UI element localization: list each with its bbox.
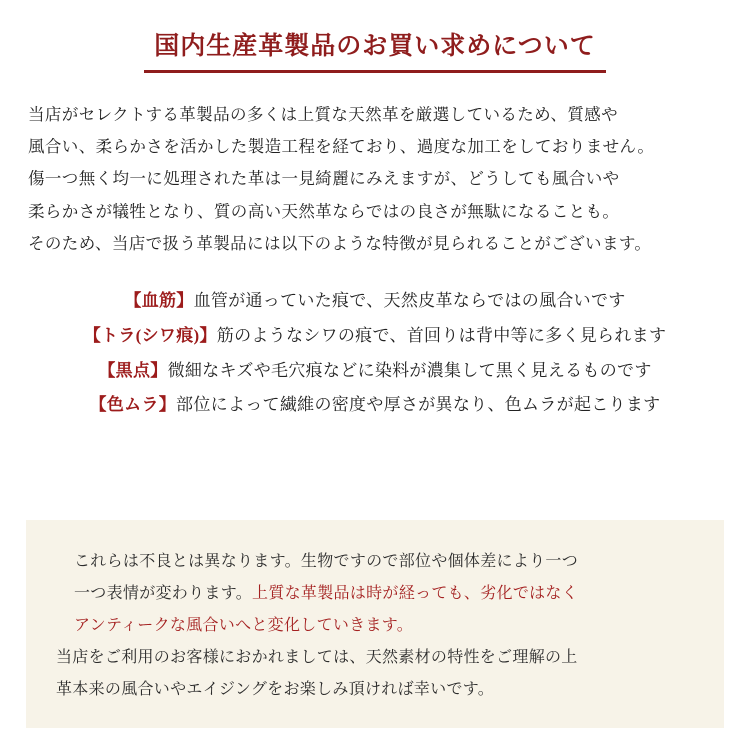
note-line-5: 革本来の風合いやエイジングをお楽しみ頂ければ幸いです。 [56, 681, 495, 698]
title-container [26, 0, 724, 73]
feature-tag: 【色ムラ】 [89, 395, 177, 415]
feature-text: 微細なキズや毛穴痕などに染料が濃集して黒く見えるものです [167, 360, 652, 380]
feature-tag: 【トラ(シワ痕)】 [83, 325, 217, 345]
note-line-1: これらは不良とは異なります。生物ですので部位や個体差により一つ [74, 553, 579, 570]
feature-list [26, 284, 724, 423]
intro-line-4: 柔らかさが犠牲となり、質の高い天然革ならではの良さが無駄になることも。 [28, 201, 620, 221]
note-line-2-highlight: 上質な革製品は時が経っても、劣化ではなく [252, 585, 579, 602]
intro-line-1: 当店がセレクトする革製品の多くは上質な天然革を厳選しているため、質感や [28, 105, 619, 124]
intro-line-2: 風合い、柔らかさを活かした製造工程を経ており、過度な加工をしておりません。 [28, 137, 655, 157]
intro-line-5: そのため、当店で扱う革製品には以下のような特徴が見られることがございます。 [28, 233, 652, 253]
feature-item [28, 388, 722, 423]
note-line-2-text: 一つ表情が変わります。 [74, 585, 253, 602]
feature-item [28, 284, 722, 319]
feature-text: 部位によって繊維の密度や厚さが異なり、色ムラが起こります [176, 395, 661, 415]
feature-text: 筋のようなシワの痕で、首回りは背中等に多く見られます [216, 325, 667, 345]
note-line-3-highlight: アンティークな風合いへと変化していきます。 [74, 617, 414, 634]
feature-tag: 【血筋】 [124, 290, 194, 310]
intro-line-3: 傷一つ無く均一に処理された革は一見綺麗にみえますが、どうしても風合いや [28, 169, 620, 189]
note-line-4: 当店をご利用のお客様におかれましては、天然素材の特性をご理解の上 [56, 649, 578, 666]
feature-item [28, 319, 722, 354]
note-box [26, 520, 724, 728]
feature-item [28, 354, 722, 389]
feature-text: 血管が通っていた痕で、天然皮革ならではの風合いです [193, 290, 626, 310]
intro-paragraph [26, 99, 724, 260]
note-line-2 [56, 578, 694, 610]
feature-tag: 【黒点】 [98, 360, 168, 380]
page-title: 国内生産革製品のお買い求めについて [144, 28, 606, 73]
